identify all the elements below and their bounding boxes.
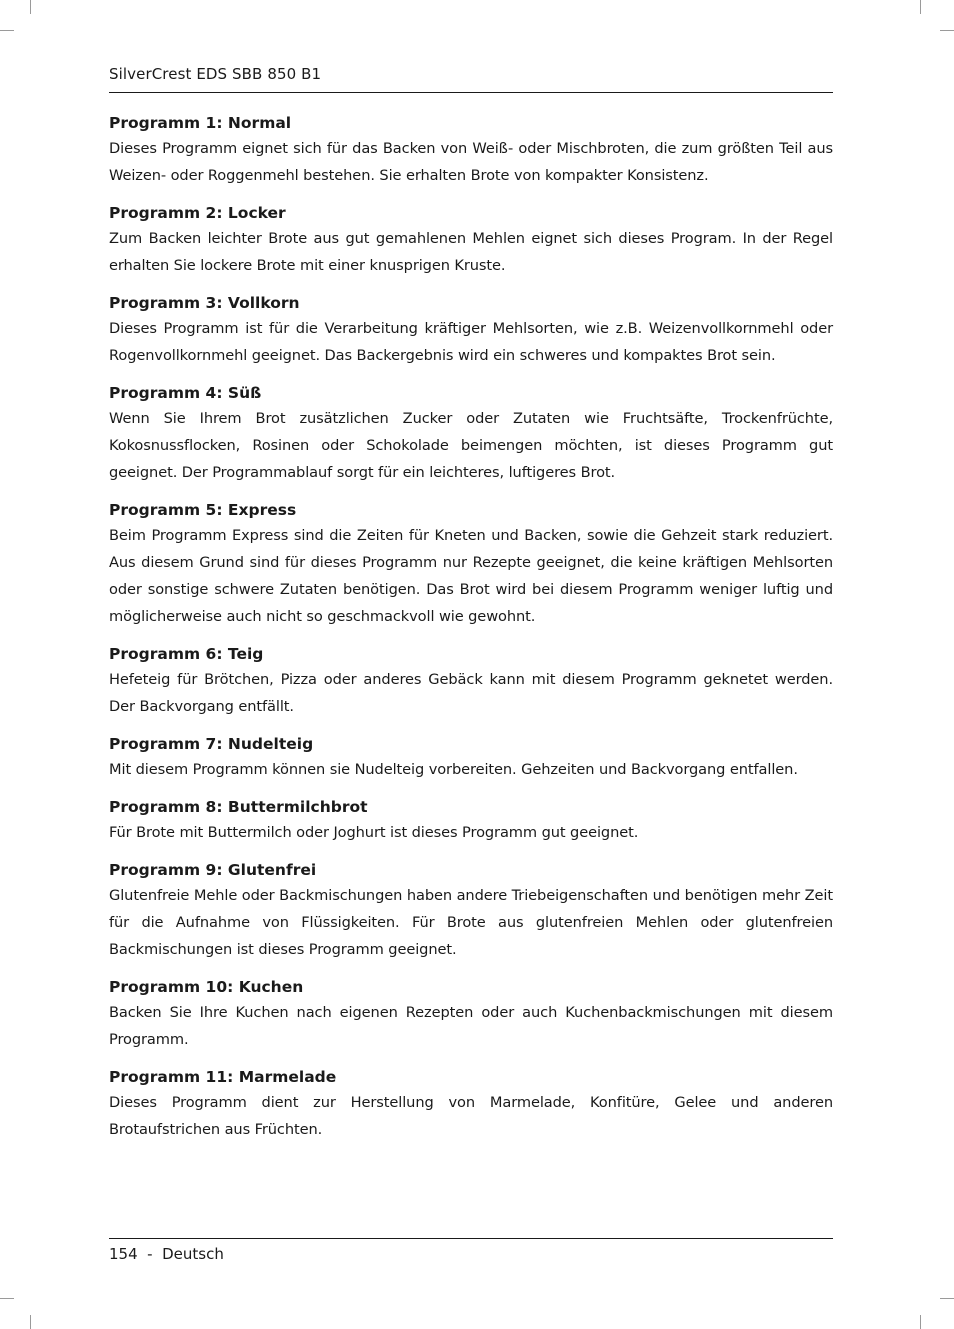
- program-section: [109, 642, 833, 720]
- section-heading: Programm 5: Express: [109, 501, 297, 519]
- page-header: [109, 64, 833, 93]
- section-heading: Programm 6: Teig: [109, 645, 264, 663]
- program-section: [109, 858, 833, 963]
- section-heading: Programm 4: Süß: [109, 384, 262, 402]
- crop-mark: [920, 1315, 921, 1329]
- page-content: [109, 111, 833, 1155]
- crop-mark: [0, 1298, 14, 1299]
- section-heading: Programm 3: Vollkorn: [109, 294, 300, 312]
- section-heading: Programm 10: Kuchen: [109, 978, 304, 996]
- section-text: Dieses Programm dient zur Herstellung von Marmelade, Konfitüre, Gelee und anderen Brotaufstrichen aus Früchten.: [109, 1094, 833, 1138]
- section-text: Mit diesem Programm können sie Nudelteig vorbereiten. Gehzeiten und Backvorgang entfallen.: [109, 761, 798, 778]
- header-title: SilverCrest EDS SBB 850 B1: [109, 65, 322, 83]
- crop-mark: [940, 1298, 954, 1299]
- section-text: Dieses Programm ist für die Verarbeitung kräftiger Mehlsorten, wie z.B. Weizenvollkornmehl oder Rogenvollkornmehl geeignet. Das Backergebnis wird ein schweres und kompaktes Brot sein.: [109, 320, 833, 364]
- section-heading: Programm 7: Nudelteig: [109, 735, 314, 753]
- section-heading: Programm 1: Normal: [109, 114, 292, 132]
- program-section: [109, 381, 833, 486]
- section-text: Backen Sie Ihre Kuchen nach eigenen Rezepten oder auch Kuchenbackmischungen mit diesem Programm.: [109, 1004, 833, 1048]
- program-section: [109, 201, 833, 279]
- section-heading: Programm 9: Glutenfrei: [109, 861, 317, 879]
- page-footer: [109, 1238, 833, 1264]
- section-text: Beim Programm Express sind die Zeiten für Kneten und Backen, sowie die Gehzeit stark reduziert. Aus diesem Grund sind für dieses Programm nur Rezepte geeignet, die keine kräftigen Mehlsorten oder sonstige schwere Zutaten benötigen. Das Brot wird bei diesem Programm weniger luftig und möglicherweise auch nicht so geschmackvoll wie gewohnt.: [109, 527, 833, 625]
- crop-mark: [940, 30, 954, 31]
- program-section: [109, 795, 833, 846]
- section-text: Für Brote mit Buttermilch oder Joghurt ist dieses Programm gut geeignet.: [109, 824, 639, 841]
- program-section: [109, 975, 833, 1053]
- section-heading: Programm 11: Marmelade: [109, 1068, 337, 1086]
- section-heading: Programm 2: Locker: [109, 204, 286, 222]
- section-text: Glutenfreie Mehle oder Backmischungen haben andere Triebeigenschaften und benötigen mehr Zeit für die Aufnahme von Flüssigkeiten. Für Brote aus glutenfreien Mehlen oder glutenfreien Backmischungen ist dieses Programm geeignet.: [109, 887, 833, 958]
- program-section: [109, 1065, 833, 1143]
- crop-mark: [0, 30, 14, 31]
- crop-mark: [30, 0, 31, 14]
- program-section: [109, 498, 833, 630]
- program-section: [109, 732, 833, 783]
- program-section: [109, 291, 833, 369]
- crop-mark: [920, 0, 921, 14]
- section-text: Wenn Sie Ihrem Brot zusätzlichen Zucker oder Zutaten wie Fruchtsäfte, Trockenfrüchte, Kokosnussflocken, Rosinen oder Schokolade beimengen möchten, ist dieses Programm gut geeignet. Der Programmablauf sorgt für ein leichteres, luftigeres Brot.: [109, 410, 833, 481]
- page-number: 154 - Deutsch: [109, 1245, 224, 1263]
- section-text: Zum Backen leichter Brote aus gut gemahlenen Mehlen eignet sich dieses Program. In der Regel erhalten Sie lockere Brote mit einer knusprigen Kruste.: [109, 230, 833, 274]
- section-heading: Programm 8: Buttermilchbrot: [109, 798, 368, 816]
- crop-mark: [30, 1315, 31, 1329]
- program-section: [109, 111, 833, 189]
- section-text: Dieses Programm eignet sich für das Backen von Weiß- oder Mischbroten, die zum größten Teil aus Weizen- oder Roggenmehl bestehen. Sie erhalten Brote von kompakter Konsistenz.: [109, 140, 833, 184]
- section-text: Hefeteig für Brötchen, Pizza oder anderes Gebäck kann mit diesem Programm geknetet werden. Der Backvorgang entfällt.: [109, 671, 833, 715]
